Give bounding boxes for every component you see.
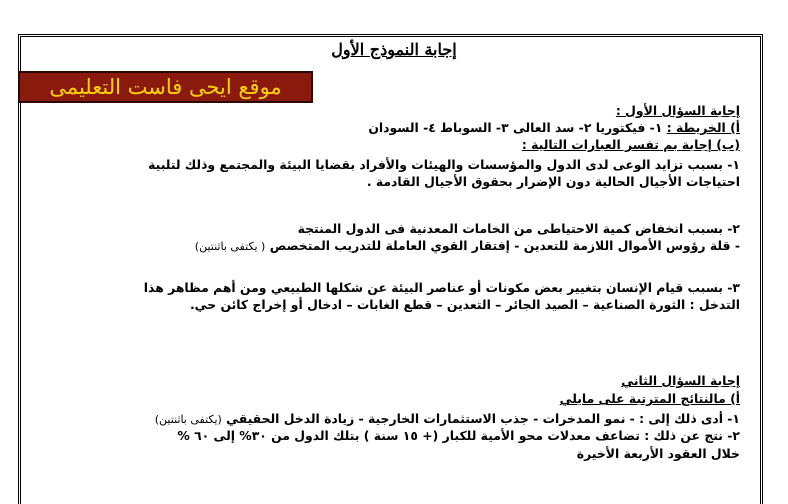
b2-line1: ٢- بسبب انخفاض كمية الاحتياطى من الخامات المعدنية فى الدول المنتجة (297, 221, 740, 236)
b1-line2: احتياجات الأجيال الحالية دون الإضرار بحقوق الأجيال القادمة . (366, 174, 740, 189)
q1-heading: إجابة السؤال الأول : (615, 103, 740, 118)
map-answers: ١- فيكتوريا ٢- سد العالى ٣- السوباط ٤- السودان (368, 120, 663, 135)
q2-heading: إجابة السؤال الثاني (621, 373, 740, 388)
a2-line1: ٢- نتج عن ذلك : تضاعف معدلات محو الأمية للكبار (+ ١٥ سنة ) بتلك الدول من ٣٠% إلى ٦٠ % (177, 428, 740, 443)
a1: ١- أدى ذلك إلى : - نمو المدخرات - جذب الاستثمارات الخارجية - زيادة الدخل الحقيقي (226, 411, 740, 426)
b2-note: ( يكتفى باثنتين) (194, 240, 266, 253)
q2-part-a-label: أ) مالنتائج المترتبة على مايلي (559, 391, 740, 406)
site-banner: موقع ايحى فاست التعليمى (18, 71, 313, 103)
page-title: إجابة النموذج الأول (331, 40, 457, 59)
b3-line2: التدخل : الثورة الصناعية – الصيد الجائر – التعدين – قطع الغابات – ادخال أو إخراج كائن حي. (189, 297, 740, 312)
b2-line2: - قلة رؤوس الأموال اللازمة للتعدين - إفتقار القوي العاملة للتدريب المتخصص (269, 238, 740, 253)
map-answers-line (368, 120, 740, 136)
a1-row (155, 411, 740, 428)
a2-line2: خلال العقود الأربعة الأخيرة (576, 446, 740, 461)
part-b-label: (ب) إجابة بم تفسر العبارات التالية : (521, 137, 740, 152)
a1-note: (يكتفى باثنتين) (154, 413, 222, 426)
b2-line2-row (195, 238, 740, 255)
b3-line1: ٣- بسبب قيام الإنسان بتغيير بعض مكونات أو عناصر البيئة عن شكلها الطبيعي ومن أهم مظاهر هذا (143, 280, 740, 295)
map-label: أ) الخريطة : (666, 120, 740, 135)
b1-line1: ١- بسبب تزايد الوعى لدى الدول والمؤسسات والهيئات والأفراد بقضايا البيئة والمجتمع وذلك لتلبية (148, 157, 740, 172)
